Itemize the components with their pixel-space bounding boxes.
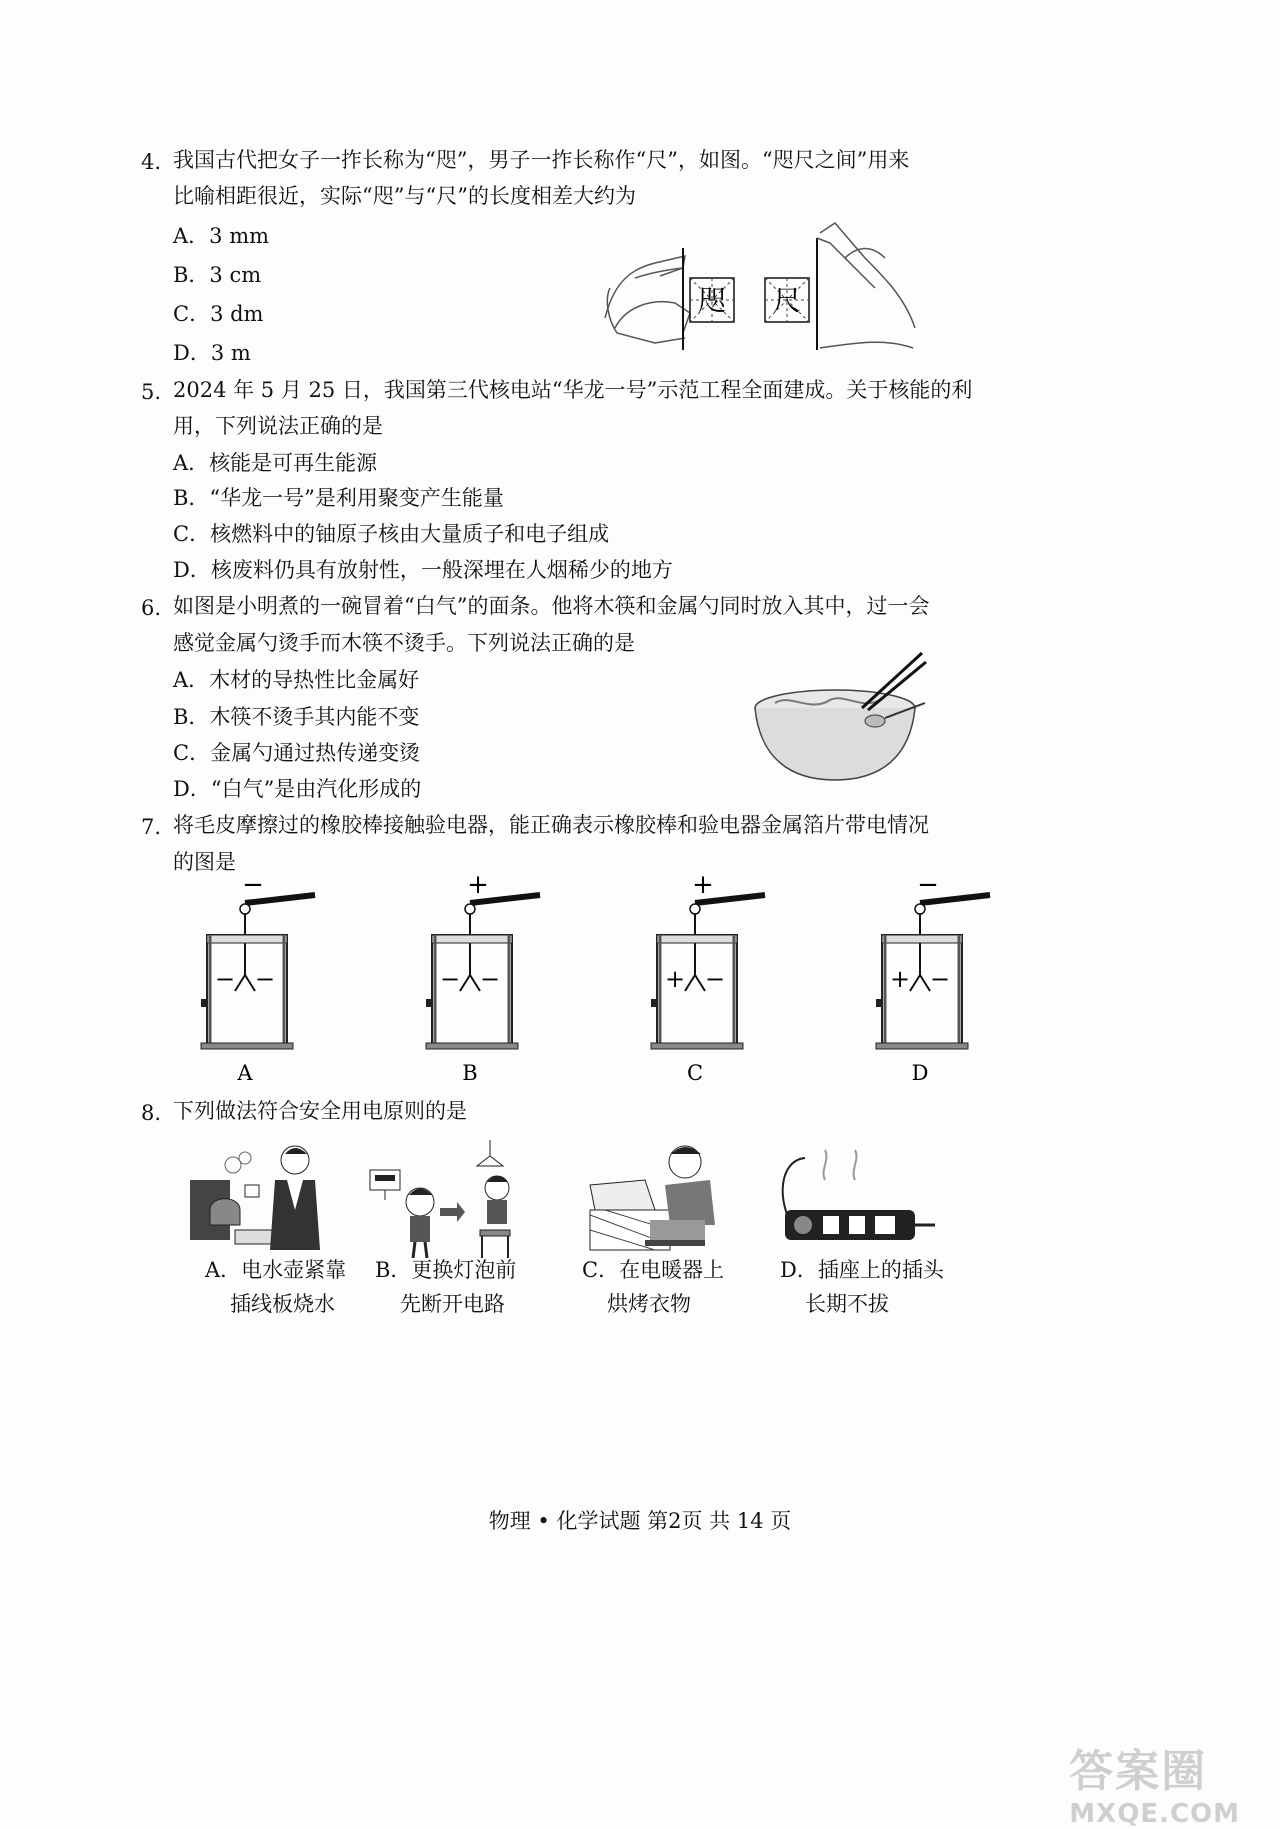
rod-charge-D: −: [917, 875, 939, 900]
foil-left: [460, 975, 470, 991]
q7-stem-line1: 将毛皮摩擦过的橡胶棒接触验电器，能正确表示橡胶棒和验电器金属箔片带电情况: [173, 813, 929, 837]
figure-label-B: B: [462, 1061, 478, 1085]
metal-knob: [465, 904, 475, 914]
foil-right: [920, 975, 930, 991]
power-strip-scene-icon: [783, 1150, 935, 1240]
metal-knob: [915, 904, 925, 914]
q4-stem-line2: 比喻相距很近，实际“咫”与“尺”的长度相差大约为: [173, 184, 636, 208]
foil-charge-right-B: −: [479, 965, 501, 993]
watermark-text: 答案圈: [1069, 1746, 1208, 1797]
q5-option-b: B．“华龙一号”是利用聚变产生能量: [173, 486, 504, 510]
electroscope-B: [426, 875, 540, 1085]
q8-option-c-line2: 烘烤衣物: [607, 1292, 691, 1316]
rod-charge-C: +: [692, 875, 714, 900]
jar-base: [201, 1043, 293, 1049]
figure-label-D: D: [911, 1061, 929, 1085]
left-hand-icon: [605, 256, 690, 343]
zhi-character-box: [690, 278, 734, 322]
foil-charge-right-C: −: [704, 965, 726, 993]
electroscope-A: [201, 875, 315, 1085]
q7-stem-line2: 的图是: [173, 850, 236, 874]
q4-option-d: D．3 m: [173, 341, 251, 365]
jar-knob: [876, 999, 882, 1007]
foil-charge-left-A: −: [214, 965, 236, 993]
metal-knob: [240, 904, 250, 914]
jar-knob: [651, 999, 657, 1007]
foil-charge-left-B: −: [439, 965, 461, 993]
jar-lid: [657, 935, 737, 943]
q4-number: 4.: [141, 150, 162, 174]
q8-option-a-line2: 插线板烧水: [230, 1292, 335, 1316]
hands-span-figure: [595, 218, 925, 358]
foil-charge-left-C: +: [664, 965, 686, 993]
figure-label-C: C: [686, 1061, 704, 1085]
q7-number: 7.: [141, 815, 162, 839]
page-footer: 物理 • 化学试题 第2页 共 14 页: [488, 1509, 792, 1533]
figure-label-A: A: [237, 1061, 253, 1085]
jar-lid: [882, 935, 962, 943]
watermark-url: MXQE.COM: [1069, 1799, 1240, 1829]
jar-knob: [201, 999, 207, 1007]
q8-option-d-line2: 长期不拔: [805, 1292, 889, 1316]
noodle-bowl-figure: [750, 648, 930, 788]
q5-option-a: A．核能是可再生能源: [173, 451, 378, 475]
foil-charge-left-D: +: [889, 965, 911, 993]
q8-option-d-line1: D．插座上的插头: [780, 1258, 944, 1282]
zhi-char: 咫: [697, 284, 727, 317]
chi-char: 尺: [772, 284, 802, 317]
rod-charge-B: +: [467, 875, 489, 900]
q5-stem-line1: 2024 年 5 月 25 日，我国第三代核电站“华龙一号”示范工程全面建成。关于核能的利: [173, 378, 973, 402]
q6-stem-line2: 感觉金属勺烫手而木筷不烫手。下列说法正确的是: [173, 631, 635, 655]
foil-right: [695, 975, 705, 991]
jar-base: [426, 1043, 518, 1049]
metal-knob: [690, 904, 700, 914]
q5-stem-line2: 用，下列说法正确的是: [173, 414, 383, 438]
q4-option-a: A．3 mm: [173, 224, 270, 248]
q4-option-b: B．3 cm: [173, 263, 262, 287]
q6-option-b: B．木筷不烫手其内能不变: [173, 705, 420, 729]
q6-stem-line1: 如图是小明煮的一碗冒着“白气”的面条。他将木筷和金属勺同时放入其中，过一会: [173, 594, 930, 618]
foil-right: [470, 975, 480, 991]
electroscope-C: [651, 875, 765, 1085]
right-hand-icon: [817, 223, 915, 348]
q4-stem-line1: 我国古代把女子一拃长称为“咫”，男子一拃长称作“尺”，如图。“咫尺之间”用来: [173, 148, 910, 172]
bowl-icon: [755, 690, 915, 780]
jar-lid: [207, 935, 287, 943]
q6-option-d: D．“白气”是由汽化形成的: [173, 777, 422, 801]
q5-number: 5.: [141, 380, 162, 404]
jar-lid: [432, 935, 512, 943]
q6-option-c: C．金属勺通过热传递变烫: [173, 741, 421, 765]
watermark-logo: [1069, 1735, 1240, 1829]
q8-option-b-line2: 先断开电路: [400, 1292, 505, 1316]
foil-right: [245, 975, 255, 991]
foil-left: [910, 975, 920, 991]
foil-charge-right-D: −: [929, 965, 951, 993]
q6-option-a: A．木材的导热性比金属好: [173, 668, 420, 692]
jar-knob: [426, 999, 432, 1007]
electrical-safety-figures: [185, 1140, 1085, 1260]
chi-character-box: [765, 278, 809, 322]
jar-base: [651, 1043, 743, 1049]
q8-option-b-line1: B．更换灯泡前: [375, 1258, 517, 1282]
q8-option-c-line1: C．在电暖器上: [582, 1258, 725, 1282]
electroscope-D: [876, 875, 990, 1085]
q8-option-a-line1: A．电水壶紧靠: [205, 1258, 347, 1282]
bulb-change-scene-icon: [370, 1140, 510, 1258]
q5-option-c: C．核燃料中的铀原子核由大量质子和电子组成: [173, 522, 610, 546]
jar-base: [876, 1043, 968, 1049]
foil-left: [685, 975, 695, 991]
q5-option-d: D．核废料仍具有放射性，一般深埋在人烟稀少的地方: [173, 558, 673, 582]
kettle-scene-icon: [190, 1146, 320, 1250]
heater-clothes-scene-icon: [590, 1146, 715, 1250]
q8-number: 8.: [141, 1101, 162, 1125]
q8-stem: 下列做法符合安全用电原则的是: [173, 1099, 467, 1123]
foil-left: [235, 975, 245, 991]
q4-option-c: C．3 dm: [173, 302, 264, 326]
rod-charge-A: −: [242, 875, 264, 900]
electroscope-figures: [180, 875, 1100, 1085]
foil-charge-right-A: −: [254, 965, 276, 993]
q6-number: 6.: [141, 596, 162, 620]
